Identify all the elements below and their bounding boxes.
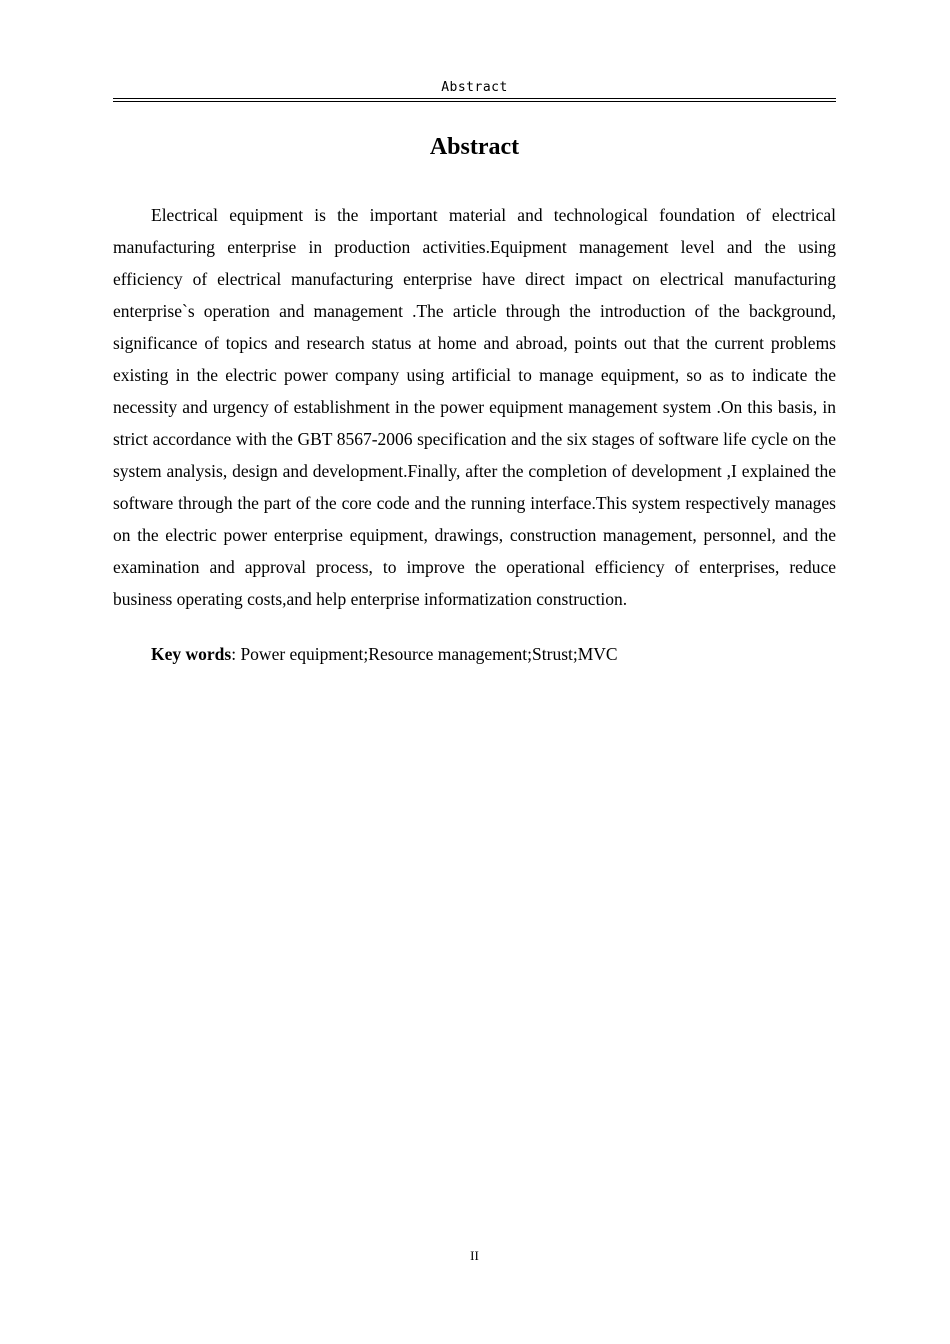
- page-number: II: [470, 1248, 479, 1263]
- keywords-label: Key words: [151, 644, 232, 664]
- page-title: Abstract: [429, 134, 520, 160]
- running-header: Abstract: [441, 80, 508, 95]
- keywords-line: [113, 642, 836, 666]
- abstract-body: Electrical equipment is the important material and technological foundation of electrical manufacturing enterprise in production activities.Equipment management level and the using efficiency of electrical manufacturing enterprise have direct impact on electrical manufacturing enterprise`s operation and management .The article through the introduction of the background, significance of topics and research status at home and abroad, points out that the current problems existing in the electric power company using artificial to manage equipment, so as to indicate the necessity and urgency of establishment in the power equipment management system .On this basis, in strict accordance with the GBT 8567-2006 specification and the six stages of software life cycle on the system analysis, design and development.Finally, after the completion of development ,I explained the software through the part of the core code and the running interface.This system respectively manages on the electric power enterprise equipment, drawings, construction management, personnel, and the examination and approval process, to improve the operational efficiency of enterprises, reduce business operating costs,and help enterprise informatization construction.: [113, 205, 836, 609]
- keywords-separator: :: [231, 644, 241, 664]
- header-rule: [113, 98, 836, 102]
- keywords-value: Power equipment;Resource management;Strust;MVC: [240, 644, 618, 664]
